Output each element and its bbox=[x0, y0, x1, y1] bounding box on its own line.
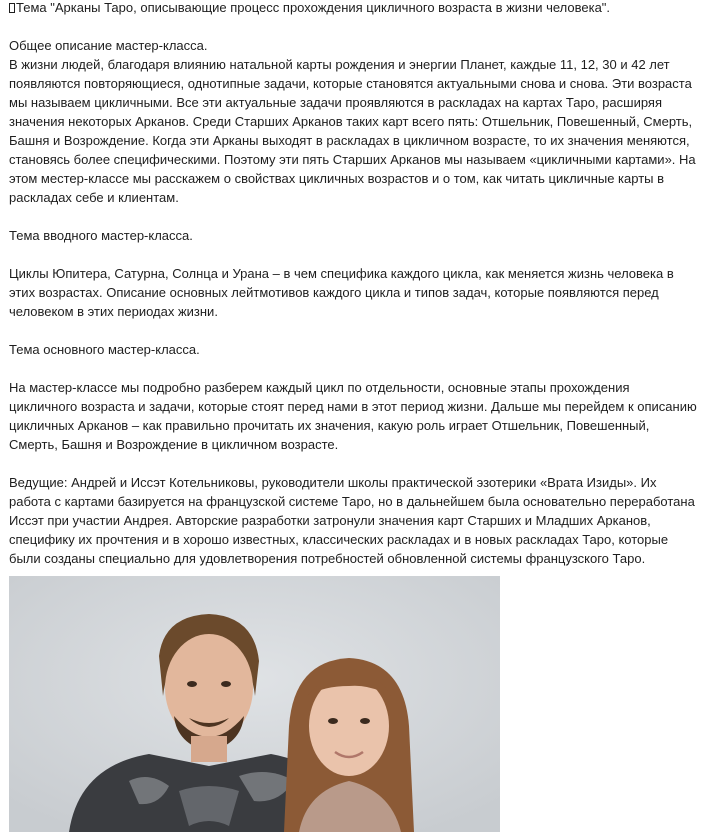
post-text bbox=[9, 0, 701, 568]
section-text-general: В жизни людей, благодаря влиянию натальной карты рождения и энергии Планет, каждые 11, 12, 30 и 42 лет появляются повторяющиеся, однотипные задачи, которые становятся актуальными снова и снова. Эти возраста мы называем цикличными. Все эти актуальные задачи проявляются в раскладах на картах Таро, расширяя значения некоторых Арканов. Среди Старших Арканов таких карт всего пять: Отшельник, Повешенный, Смерть, Башня и Возрождение. Когда эти Арканы выходят в раскладах в цикличном возрасте, то их значения меняются, становясь более специфическими. Поэтому эти пять Старших Арканов мы называем «цикличными картами». На этом местер-классе мы расскажем о свойствах цикличных возрастов и о том, как читать цикличные карты в раскладах себе и клиентам. bbox=[9, 57, 696, 205]
section-text-intro: Циклы Юпитера, Сатурна, Солнца и Урана – в чем специфика каждого цикла, как меняется жизнь человека в этих возрастах. Описание основных лейтмотивов каждого цикла и типов задач, которые появляются перед человеком в этих периодах жизни. bbox=[9, 266, 674, 319]
missing-glyph-icon bbox=[9, 3, 15, 13]
photo-of-two-hosts-icon bbox=[9, 576, 500, 832]
section-heading-main: Тема основного мастер-класса. bbox=[9, 342, 200, 357]
section-heading-intro: Тема вводного мастер-класса. bbox=[9, 228, 193, 243]
post-title: Тема "Арканы Таро, описывающие процесс прохождения цикличного возраста в жизни человека". bbox=[9, 0, 701, 17]
hosts-photo[interactable] bbox=[9, 576, 500, 832]
hosts-text: Ведущие: Андрей и Иссэт Котельниковы, руководители школы практической эзотерики «Врата Изиды». Их работа с картами базируется на французской системе Таро, но в дальнейшем была основательно переработана Иссэт при участии Андрея. Авторские разработки затронули значения карт Старших и Младших Арканов, специфику их прочтения и в хорошо известных, классических раскладах и в новых раскладах Таро, которые были созданы специально для удовлетворения потребностей обновленной системы французского Таро. bbox=[9, 475, 695, 566]
section-text-main: На мастер-классе мы подробно разберем каждый цикл по отдельности, основные этапы прохождения цикличного возраста и задачи, которые стоят перед нами в этот период жизни. Дальше мы перейдем к описанию цикличных Арканов – как правильно прочитать их значения, какую роль играет Отшельник, Повешенный, Смерть, Башня и Возрождение в цикличном возрасте. bbox=[9, 380, 697, 452]
section-heading-general: Общее описание мастер-класса. bbox=[9, 38, 208, 53]
